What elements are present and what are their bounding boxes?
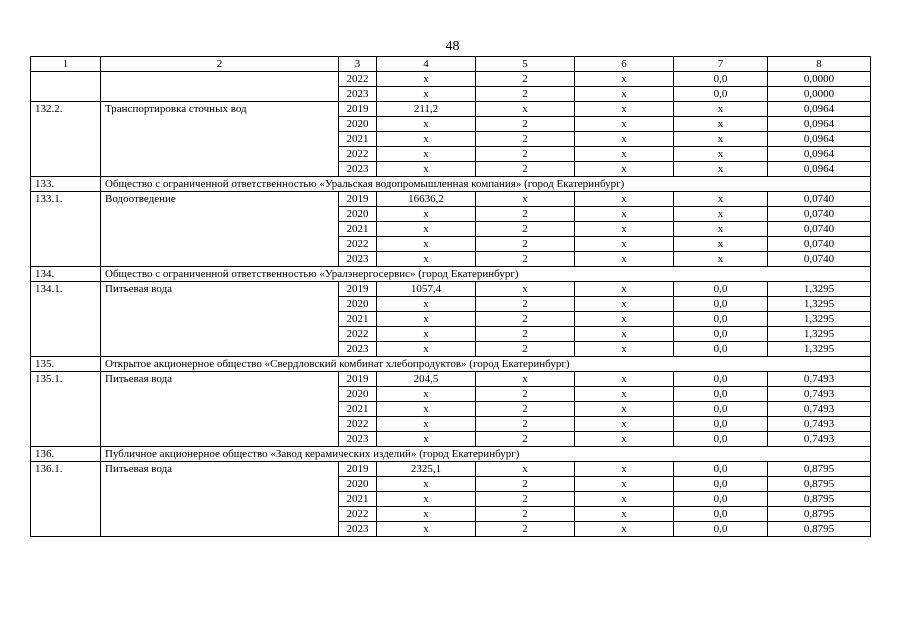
value-cell-5: 2 [476, 147, 575, 162]
value-cell-4: x [377, 237, 476, 252]
value-cell-5: 2 [476, 72, 575, 87]
value-cell-8: 1,3295 [768, 342, 871, 357]
value-cell-6: x [575, 192, 674, 207]
value-cell-7: x [674, 132, 768, 147]
value-cell-4: x [377, 252, 476, 267]
value-cell-6: x [575, 147, 674, 162]
value-cell-8: 0,0964 [768, 147, 871, 162]
value-cell-4: x [377, 417, 476, 432]
value-cell-5: 2 [476, 507, 575, 522]
value-cell-4: 1057,4 [377, 282, 476, 297]
table-body [31, 57, 871, 537]
value-cell-8: 0,8795 [768, 507, 871, 522]
value-cell-6: x [575, 327, 674, 342]
value-cell-5: 2 [476, 387, 575, 402]
value-cell-4: x [377, 342, 476, 357]
value-cell-5: 2 [476, 327, 575, 342]
value-cell-4: x [377, 432, 476, 447]
value-cell-4: x [377, 147, 476, 162]
item-number: 133. [31, 177, 101, 192]
value-cell-7: 0,0 [674, 507, 768, 522]
value-cell-5: x [476, 282, 575, 297]
value-cell-7: x [674, 237, 768, 252]
value-cell-8: 0,0000 [768, 72, 871, 87]
value-cell-5: 2 [476, 222, 575, 237]
page-number: 48 [445, 39, 460, 54]
value-cell-5: 2 [476, 162, 575, 177]
header-cell: 1 [31, 57, 101, 72]
item-number: 135. [31, 357, 101, 372]
year-cell: 2021 [339, 222, 377, 237]
header-cell: 6 [575, 57, 674, 72]
year-cell: 2022 [339, 507, 377, 522]
item-number: 135.1. [31, 372, 101, 447]
value-cell-4: x [377, 162, 476, 177]
year-cell: 2022 [339, 72, 377, 87]
value-cell-4: x [377, 312, 476, 327]
header-cell: 5 [476, 57, 575, 72]
value-cell-4: 16636,2 [377, 192, 476, 207]
value-cell-7: 0,0 [674, 402, 768, 417]
value-cell-6: x [575, 342, 674, 357]
value-cell-8: 1,3295 [768, 282, 871, 297]
value-cell-7: 0,0 [674, 372, 768, 387]
value-cell-5: x [476, 372, 575, 387]
value-cell-6: x [575, 402, 674, 417]
value-cell-4: x [377, 87, 476, 102]
value-cell-5: 2 [476, 477, 575, 492]
value-cell-8: 0,7493 [768, 417, 871, 432]
item-number: 134.1. [31, 282, 101, 357]
organization-row [31, 447, 871, 462]
value-cell-8: 0,8795 [768, 462, 871, 477]
value-cell-6: x [575, 462, 674, 477]
item-number: 133.1. [31, 192, 101, 267]
value-cell-8: 0,7493 [768, 372, 871, 387]
value-cell-4: x [377, 207, 476, 222]
value-cell-5: 2 [476, 132, 575, 147]
header-row [31, 57, 871, 72]
value-cell-5: 2 [476, 237, 575, 252]
value-cell-7: 0,0 [674, 87, 768, 102]
value-cell-8: 0,0740 [768, 207, 871, 222]
value-cell-7: x [674, 192, 768, 207]
value-cell-7: 0,0 [674, 462, 768, 477]
value-cell-7: x [674, 102, 768, 117]
year-cell: 2020 [339, 297, 377, 312]
value-cell-4: 204,5 [377, 372, 476, 387]
value-cell-6: x [575, 417, 674, 432]
value-cell-8: 1,3295 [768, 327, 871, 342]
service-name: Транспортировка сточных вод [101, 102, 339, 177]
service-name [101, 72, 339, 102]
value-cell-6: x [575, 282, 674, 297]
table-row [31, 372, 871, 387]
year-cell: 2019 [339, 192, 377, 207]
value-cell-6: x [575, 312, 674, 327]
organization-name: Общество с ограниченной ответственностью «Уралэнергосервис» (город Екатеринбург) [101, 267, 871, 282]
value-cell-8: 0,0740 [768, 252, 871, 267]
year-cell: 2019 [339, 372, 377, 387]
value-cell-6: x [575, 372, 674, 387]
value-cell-7: 0,0 [674, 327, 768, 342]
value-cell-4: x [377, 492, 476, 507]
value-cell-5: 2 [476, 432, 575, 447]
value-cell-4: x [377, 522, 476, 537]
value-cell-5: 2 [476, 492, 575, 507]
value-cell-4: 2325,1 [377, 462, 476, 477]
value-cell-6: x [575, 117, 674, 132]
value-cell-4: x [377, 72, 476, 87]
item-number: 134. [31, 267, 101, 282]
table-row [31, 282, 871, 297]
organization-row [31, 357, 871, 372]
value-cell-6: x [575, 162, 674, 177]
organization-name: Открытое акционерное общество «Свердловский комбинат хлебопродуктов» (город Екатеринбург) [101, 357, 871, 372]
value-cell-4: x [377, 297, 476, 312]
year-cell: 2019 [339, 282, 377, 297]
value-cell-7: 0,0 [674, 312, 768, 327]
value-cell-6: x [575, 297, 674, 312]
value-cell-7: 0,0 [674, 492, 768, 507]
value-cell-8: 0,0740 [768, 237, 871, 252]
value-cell-5: 2 [476, 87, 575, 102]
value-cell-6: x [575, 87, 674, 102]
value-cell-8: 0,0964 [768, 132, 871, 147]
year-cell: 2022 [339, 237, 377, 252]
year-cell: 2023 [339, 342, 377, 357]
value-cell-8: 1,3295 [768, 297, 871, 312]
value-cell-8: 0,7493 [768, 387, 871, 402]
header-cell: 3 [339, 57, 377, 72]
value-cell-7: 0,0 [674, 522, 768, 537]
value-cell-8: 0,0964 [768, 102, 871, 117]
organization-row [31, 267, 871, 282]
year-cell: 2021 [339, 402, 377, 417]
value-cell-6: x [575, 222, 674, 237]
organization-row [31, 177, 871, 192]
value-cell-7: x [674, 162, 768, 177]
value-cell-4: x [377, 507, 476, 522]
value-cell-5: x [476, 192, 575, 207]
value-cell-7: 0,0 [674, 72, 768, 87]
year-cell: 2019 [339, 102, 377, 117]
value-cell-6: x [575, 387, 674, 402]
header-cell: 7 [674, 57, 768, 72]
value-cell-5: 2 [476, 402, 575, 417]
value-cell-6: x [575, 132, 674, 147]
item-number [31, 72, 101, 102]
value-cell-6: x [575, 477, 674, 492]
year-cell: 2022 [339, 417, 377, 432]
organization-name: Общество с ограниченной ответственностью «Уральская водопромышленная компания» (город Екатеринбург) [101, 177, 871, 192]
table-row [31, 102, 871, 117]
value-cell-7: 0,0 [674, 297, 768, 312]
value-cell-5: 2 [476, 342, 575, 357]
value-cell-6: x [575, 237, 674, 252]
value-cell-5: x [476, 102, 575, 117]
value-cell-6: x [575, 522, 674, 537]
value-cell-6: x [575, 207, 674, 222]
value-cell-7: 0,0 [674, 432, 768, 447]
value-cell-8: 0,8795 [768, 477, 871, 492]
value-cell-8: 0,0000 [768, 87, 871, 102]
service-name: Питьевая вода [101, 462, 339, 537]
service-name: Питьевая вода [101, 372, 339, 447]
header-cell: 2 [101, 57, 339, 72]
year-cell: 2020 [339, 477, 377, 492]
value-cell-4: x [377, 117, 476, 132]
value-cell-4: x [377, 327, 476, 342]
value-cell-4: x [377, 222, 476, 237]
value-cell-7: 0,0 [674, 477, 768, 492]
value-cell-8: 0,0740 [768, 192, 871, 207]
value-cell-5: 2 [476, 522, 575, 537]
value-cell-5: x [476, 462, 575, 477]
year-cell: 2019 [339, 462, 377, 477]
year-cell: 2021 [339, 492, 377, 507]
value-cell-6: x [575, 492, 674, 507]
value-cell-8: 0,0740 [768, 222, 871, 237]
value-cell-6: x [575, 102, 674, 117]
value-cell-7: x [674, 147, 768, 162]
value-cell-6: x [575, 252, 674, 267]
value-cell-4: x [377, 132, 476, 147]
value-cell-5: 2 [476, 417, 575, 432]
year-cell: 2023 [339, 432, 377, 447]
value-cell-8: 0,0964 [768, 117, 871, 132]
value-cell-4: x [377, 477, 476, 492]
value-cell-7: 0,0 [674, 387, 768, 402]
value-cell-4: x [377, 402, 476, 417]
value-cell-8: 0,7493 [768, 402, 871, 417]
year-cell: 2023 [339, 162, 377, 177]
year-cell: 2022 [339, 147, 377, 162]
organization-name: Публичное акционерное общество «Завод керамических изделий» (город Екатеринбург) [101, 447, 871, 462]
item-number: 132.2. [31, 102, 101, 177]
year-cell: 2023 [339, 252, 377, 267]
item-number: 136.1. [31, 462, 101, 537]
service-name: Водоотведение [101, 192, 339, 267]
tariff-table [30, 56, 871, 537]
value-cell-6: x [575, 507, 674, 522]
value-cell-6: x [575, 72, 674, 87]
value-cell-5: 2 [476, 312, 575, 327]
table-row [31, 462, 871, 477]
value-cell-7: x [674, 222, 768, 237]
value-cell-5: 2 [476, 297, 575, 312]
value-cell-4: x [377, 387, 476, 402]
year-cell: 2021 [339, 312, 377, 327]
item-number: 136. [31, 447, 101, 462]
year-cell: 2023 [339, 87, 377, 102]
value-cell-5: 2 [476, 207, 575, 222]
service-name: Питьевая вода [101, 282, 339, 357]
value-cell-6: x [575, 432, 674, 447]
year-cell: 2021 [339, 132, 377, 147]
value-cell-8: 0,8795 [768, 522, 871, 537]
value-cell-4: 211,2 [377, 102, 476, 117]
value-cell-8: 0,7493 [768, 432, 871, 447]
table-row [31, 192, 871, 207]
value-cell-7: 0,0 [674, 282, 768, 297]
value-cell-7: 0,0 [674, 342, 768, 357]
value-cell-5: 2 [476, 117, 575, 132]
header-cell: 4 [377, 57, 476, 72]
value-cell-7: 0,0 [674, 417, 768, 432]
value-cell-7: x [674, 207, 768, 222]
value-cell-8: 1,3295 [768, 312, 871, 327]
value-cell-8: 0,0964 [768, 162, 871, 177]
value-cell-7: x [674, 117, 768, 132]
year-cell: 2020 [339, 207, 377, 222]
value-cell-7: x [674, 252, 768, 267]
year-cell: 2020 [339, 387, 377, 402]
table-row [31, 72, 871, 87]
value-cell-8: 0,8795 [768, 492, 871, 507]
year-cell: 2022 [339, 327, 377, 342]
year-cell: 2023 [339, 522, 377, 537]
value-cell-5: 2 [476, 252, 575, 267]
year-cell: 2020 [339, 117, 377, 132]
header-cell: 8 [768, 57, 871, 72]
